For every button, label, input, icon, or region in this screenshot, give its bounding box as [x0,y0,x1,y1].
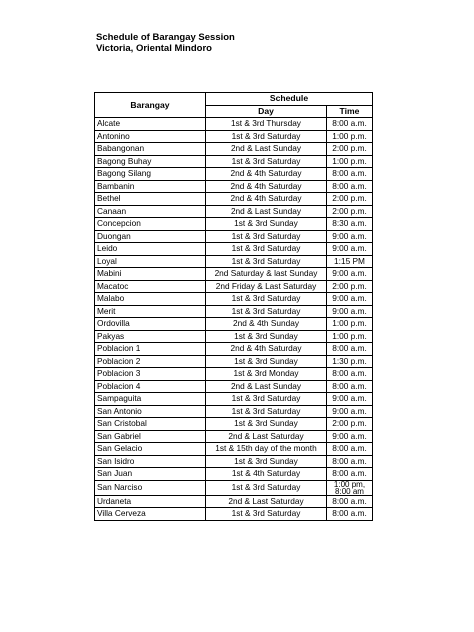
day-cell: 2nd Friday & Last Saturday [206,280,327,293]
table-row [95,180,373,193]
time-cell: 1:00 p.m. [327,330,373,343]
table-row [95,393,373,406]
schedule-column-header: Schedule [206,93,373,106]
table-row [95,205,373,218]
barangay-cell: Bethel [95,193,206,206]
table-row [95,193,373,206]
time-cell: 9:00 a.m. [327,243,373,256]
barangay-cell: Mabini [95,268,206,281]
time-cell: 2:00 p.m. [327,193,373,206]
day-cell: 1st & 3rd Saturday [206,230,327,243]
document-subtitle: Victoria, Oriental Mindoro [96,43,212,54]
table-row [95,318,373,331]
barangay-cell: San Juan [95,468,206,481]
table-row [95,293,373,306]
day-cell: 2nd & 4th Saturday [206,180,327,193]
barangay-cell: Ordovilla [95,318,206,331]
day-cell: 1st & 3rd Sunday [206,218,327,231]
time-cell: 9:00 a.m. [327,293,373,306]
barangay-cell: Macatoc [95,280,206,293]
table-row [95,330,373,343]
day-cell: 1st & 3rd Saturday [206,293,327,306]
table-row [95,143,373,156]
day-cell: 2nd & Last Saturday [206,430,327,443]
time-cell: 9:00 a.m. [327,305,373,318]
day-cell: 1st & 3rd Saturday [206,243,327,256]
table-row [95,280,373,293]
document-title: Schedule of Barangay Session [96,32,235,43]
day-cell: 2nd & Last Sunday [206,205,327,218]
time-cell: 1:00 p.m. [327,318,373,331]
day-cell: 2nd & 4th Saturday [206,168,327,181]
day-cell: 2nd & Last Saturday [206,495,327,508]
day-cell: 1st & 3rd Sunday [206,418,327,431]
barangay-cell: San Narciso [95,480,206,495]
time-cell: 8:00 a.m. [327,455,373,468]
time-cell: 9:00 a.m. [327,430,373,443]
barangay-cell: Bagong Buhay [95,155,206,168]
time-cell: 9:00 a.m. [327,268,373,281]
table-row [95,355,373,368]
barangay-cell: Pakyas [95,330,206,343]
barangay-cell: Poblacion 1 [95,343,206,356]
day-cell: 2nd & Last Sunday [206,143,327,156]
barangay-cell: Bagong Silang [95,168,206,181]
table-row [95,118,373,131]
day-cell: 1st & 3rd Saturday [206,155,327,168]
table-row [95,230,373,243]
day-cell: 2nd & 4th Saturday [206,193,327,206]
barangay-cell: Malabo [95,293,206,306]
schedule-table [94,92,373,521]
time-column-header: Time [327,105,373,118]
time-cell: 8:00 a.m. [327,443,373,456]
barangay-cell: Loyal [95,255,206,268]
time-cell: 1:00 p.m. [327,130,373,143]
barangay-cell: San Cristobal [95,418,206,431]
barangay-cell: Merit [95,305,206,318]
barangay-cell: Urdaneta [95,495,206,508]
table-row [95,168,373,181]
barangay-cell: Duongan [95,230,206,243]
barangay-cell: Babangonan [95,143,206,156]
day-cell: 1st & 3rd Sunday [206,455,327,468]
day-cell: 1st & 3rd Saturday [206,405,327,418]
table-row [95,155,373,168]
day-cell: 1st & 3rd Saturday [206,393,327,406]
time-line-2: 8:00 am [335,486,364,496]
time-cell: 8:00 a.m. [327,368,373,381]
barangay-cell: Poblacion 4 [95,380,206,393]
day-cell: 1st & 3rd Sunday [206,330,327,343]
barangay-cell: San Gelacio [95,443,206,456]
time-cell: 9:00 a.m. [327,230,373,243]
day-cell: 2nd Saturday & last Sunday [206,268,327,281]
day-cell: 1st & 3rd Thursday [206,118,327,131]
time-cell: 9:00 a.m. [327,393,373,406]
barangay-cell: San Isidro [95,455,206,468]
table-row [95,455,373,468]
table-row [95,218,373,231]
barangay-cell: Villa Cerveza [95,508,206,521]
table-row [95,430,373,443]
time-cell: 8:00 a.m. [327,495,373,508]
day-cell: 1st & 3rd Saturday [206,480,327,495]
barangay-cell: Concepcion [95,218,206,231]
document-heading [96,32,235,54]
time-cell: 8:00 a.m. [327,468,373,481]
day-cell: 2nd & 4th Saturday [206,343,327,356]
schedule-rows [95,118,373,521]
time-cell: 1:30 p.m. [327,355,373,368]
day-cell: 1st & 3rd Sunday [206,355,327,368]
barangay-cell: San Gabriel [95,430,206,443]
table-row [95,305,373,318]
day-column-header: Day [206,105,327,118]
time-cell: 2:00 p.m. [327,143,373,156]
table-row [95,255,373,268]
table-row [95,243,373,256]
time-cell: 2:00 p.m. [327,418,373,431]
time-cell: 9:00 a.m. [327,405,373,418]
time-cell: 8:00 a.m. [327,343,373,356]
table-header-row [95,93,373,106]
table-row [95,468,373,481]
table-row [95,380,373,393]
barangay-cell: Poblacion 2 [95,355,206,368]
barangay-cell: Canaan [95,205,206,218]
time-cell [327,480,373,495]
day-cell: 1st & 3rd Saturday [206,305,327,318]
barangay-cell: Sampaguita [95,393,206,406]
time-cell: 1:15 PM [327,255,373,268]
time-cell: 2:00 p.m. [327,205,373,218]
time-cell: 8:30 a.m. [327,218,373,231]
day-cell: 1st & 3rd Saturday [206,130,327,143]
time-cell: 8:00 a.m. [327,508,373,521]
time-cell: 2:00 p.m. [327,280,373,293]
day-cell: 2nd & Last Sunday [206,380,327,393]
time-cell: 1:00 p.m. [327,155,373,168]
table-row [95,495,373,508]
time-cell: 8:00 a.m. [327,118,373,131]
time-cell: 8:00 a.m. [327,168,373,181]
barangay-cell: Leido [95,243,206,256]
time-cell: 8:00 a.m. [327,180,373,193]
barangay-cell: Antonino [95,130,206,143]
barangay-cell: Poblacion 3 [95,368,206,381]
day-cell: 1st & 15th day of the month [206,443,327,456]
barangay-cell: Bambanin [95,180,206,193]
table-row [95,368,373,381]
day-cell: 1st & 4th Saturday [206,468,327,481]
table-row [95,343,373,356]
table-row [95,130,373,143]
table-row [95,405,373,418]
day-cell: 1st & 3rd Saturday [206,255,327,268]
day-cell: 1st & 3rd Saturday [206,508,327,521]
table-row [95,418,373,431]
barangay-cell: San Antonio [95,405,206,418]
time-cell: 8:00 a.m. [327,380,373,393]
table-row [95,508,373,521]
day-cell: 2nd & 4th Sunday [206,318,327,331]
time-line-1: 1:00 pm, [333,479,366,489]
barangay-column-header: Barangay [95,93,206,118]
table-row [95,268,373,281]
table-row [95,443,373,456]
day-cell: 1st & 3rd Monday [206,368,327,381]
barangay-cell: Alcate [95,118,206,131]
table-row [95,480,373,495]
